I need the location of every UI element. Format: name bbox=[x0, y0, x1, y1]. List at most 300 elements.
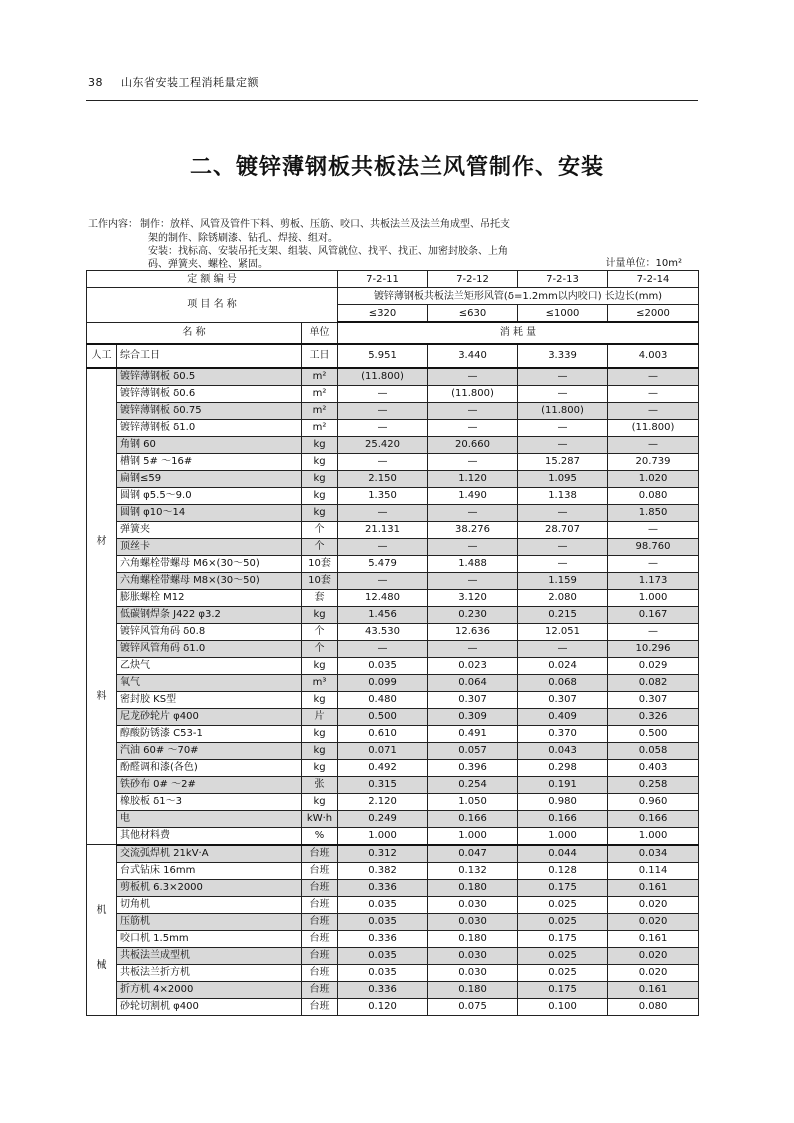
resource-unit: m² bbox=[302, 419, 338, 436]
resource-name: 镀锌薄钢板 δ0.75 bbox=[117, 402, 302, 419]
resource-row bbox=[87, 470, 699, 487]
consumption-value: 0.166 bbox=[608, 810, 699, 827]
resource-unit: 套 bbox=[302, 589, 338, 606]
resource-unit: 个 bbox=[302, 623, 338, 640]
consumption-value: 0.025 bbox=[518, 913, 608, 930]
consumption-value: 0.161 bbox=[608, 930, 699, 947]
consumption-value: 1.050 bbox=[428, 793, 518, 810]
consumption-value: 1.000 bbox=[608, 827, 699, 845]
column-header-row bbox=[87, 322, 699, 344]
consumption-value: 0.180 bbox=[428, 930, 518, 947]
section-title: 二、镀锌薄钢板共板法兰风管制作、安装 bbox=[189, 155, 604, 180]
work-content-line: 码、弹簧夹、螺栓、紧固。 bbox=[148, 259, 268, 270]
quota-code: 7-2-12 bbox=[428, 271, 518, 288]
resource-row bbox=[87, 981, 699, 998]
resource-row bbox=[87, 674, 699, 691]
consumption-value: — bbox=[338, 402, 428, 419]
consumption-value: 0.312 bbox=[338, 845, 428, 863]
consumption-value: 0.980 bbox=[518, 793, 608, 810]
resource-row bbox=[87, 947, 699, 964]
work-content-line: 制作：放样、风管及管件下料、剪板、压筋、咬口、共板法兰及法兰角成型、吊托支 bbox=[140, 219, 510, 230]
quota-code: 7-2-13 bbox=[518, 271, 608, 288]
resource-name: 剪板机 6.3×2000 bbox=[117, 879, 302, 896]
resource-unit: % bbox=[302, 827, 338, 845]
consumption-value: — bbox=[338, 504, 428, 521]
consumption-value: — bbox=[608, 555, 699, 572]
consumption-value: 21.131 bbox=[338, 521, 428, 538]
quota-code: 7-2-14 bbox=[608, 271, 699, 288]
machines-category bbox=[87, 845, 117, 1016]
resource-name: 乙炔气 bbox=[117, 657, 302, 674]
resource-row bbox=[87, 725, 699, 742]
labor-row bbox=[87, 344, 699, 368]
consumption-value: 0.326 bbox=[608, 708, 699, 725]
resource-name: 圆钢 φ5.5～9.0 bbox=[117, 487, 302, 504]
work-content-label: 工作内容： bbox=[88, 219, 138, 230]
resource-name: 氧气 bbox=[117, 674, 302, 691]
resource-name: 弹簧夹 bbox=[117, 521, 302, 538]
consumption-value: 0.100 bbox=[518, 998, 608, 1015]
resource-name: 交流弧焊机 21kV·A bbox=[117, 845, 302, 863]
materials-category-label-top: 材 bbox=[96, 535, 107, 547]
consumption-value: 0.175 bbox=[518, 930, 608, 947]
resource-name: 槽钢 5# ～16# bbox=[117, 453, 302, 470]
resource-unit: 台班 bbox=[302, 862, 338, 879]
consumption-value: — bbox=[518, 436, 608, 453]
consumption-value: 0.020 bbox=[608, 896, 699, 913]
consumption-value: — bbox=[428, 419, 518, 436]
resource-name: 扁钢≤59 bbox=[117, 470, 302, 487]
resource-row bbox=[87, 759, 699, 776]
consumption-value: 0.132 bbox=[428, 862, 518, 879]
consumption-value: 15.287 bbox=[518, 453, 608, 470]
consumption-value: 2.080 bbox=[518, 589, 608, 606]
resource-unit: 个 bbox=[302, 640, 338, 657]
labor-category: 人工 bbox=[87, 344, 117, 368]
consumption-value: 0.491 bbox=[428, 725, 518, 742]
machines-category-label-top: 机 bbox=[96, 905, 107, 917]
consumption-value: 20.660 bbox=[428, 436, 518, 453]
resource-name: 角钢 60 bbox=[117, 436, 302, 453]
resource-row bbox=[87, 589, 699, 606]
quota-code: 7-2-11 bbox=[338, 271, 428, 288]
consumption-value: 10.296 bbox=[608, 640, 699, 657]
resource-unit: kg bbox=[302, 453, 338, 470]
consumption-value: 0.336 bbox=[338, 930, 428, 947]
col-consumption-header: 消 耗 量 bbox=[338, 322, 699, 344]
consumption-value: 0.230 bbox=[428, 606, 518, 623]
consumption-value: 0.034 bbox=[608, 845, 699, 863]
resource-row bbox=[87, 896, 699, 913]
consumption-value: 0.080 bbox=[608, 487, 699, 504]
consumption-value: — bbox=[428, 453, 518, 470]
consumption-value: (11.800) bbox=[338, 368, 428, 386]
resource-name: 切角机 bbox=[117, 896, 302, 913]
consumption-value: 1.020 bbox=[608, 470, 699, 487]
resource-unit: kg bbox=[302, 691, 338, 708]
resource-unit: 台班 bbox=[302, 981, 338, 998]
consumption-value: 0.307 bbox=[518, 691, 608, 708]
resource-name: 低碳钢焊条 J422 φ3.2 bbox=[117, 606, 302, 623]
header-rule bbox=[86, 100, 698, 101]
consumption-value: 0.166 bbox=[518, 810, 608, 827]
consumption-value: 0.064 bbox=[428, 674, 518, 691]
resource-row bbox=[87, 419, 699, 436]
resource-unit: 个 bbox=[302, 538, 338, 555]
consumption-value: 0.370 bbox=[518, 725, 608, 742]
resource-row bbox=[87, 368, 699, 386]
consumption-value: 0.082 bbox=[608, 674, 699, 691]
consumption-value: 0.307 bbox=[608, 691, 699, 708]
resource-row bbox=[87, 862, 699, 879]
resource-row bbox=[87, 402, 699, 419]
resource-row bbox=[87, 504, 699, 521]
resource-row bbox=[87, 521, 699, 538]
resource-unit: m³ bbox=[302, 674, 338, 691]
spec-value: ≤630 bbox=[428, 305, 518, 323]
resource-unit: kg bbox=[302, 606, 338, 623]
resource-name: 电 bbox=[117, 810, 302, 827]
consumption-value: 1.350 bbox=[338, 487, 428, 504]
resource-name: 顶丝卡 bbox=[117, 538, 302, 555]
consumption-value: 0.075 bbox=[428, 998, 518, 1015]
resource-unit: m² bbox=[302, 368, 338, 386]
consumption-value: 0.044 bbox=[518, 845, 608, 863]
quota-code-label: 定 额 编 号 bbox=[87, 271, 338, 288]
consumption-value: 0.500 bbox=[338, 708, 428, 725]
consumption-value: 1.850 bbox=[608, 504, 699, 521]
consumption-value: — bbox=[518, 419, 608, 436]
consumption-value: 0.035 bbox=[338, 947, 428, 964]
consumption-value: 0.960 bbox=[608, 793, 699, 810]
resource-unit: 10套 bbox=[302, 572, 338, 589]
consumption-value: 0.047 bbox=[428, 845, 518, 863]
resource-name: 六角螺栓带螺母 M8×(30～50) bbox=[117, 572, 302, 589]
resource-name: 共板法兰折方机 bbox=[117, 964, 302, 981]
consumption-value: 0.020 bbox=[608, 947, 699, 964]
consumption-value: 0.030 bbox=[428, 947, 518, 964]
resource-name: 镀锌风管角码 δ1.0 bbox=[117, 640, 302, 657]
consumption-value: 3.339 bbox=[518, 344, 608, 368]
consumption-value: 5.951 bbox=[338, 344, 428, 368]
resource-name: 台式钻床 16mm bbox=[117, 862, 302, 879]
consumption-value: 0.492 bbox=[338, 759, 428, 776]
resource-name: 尼龙砂轮片 φ400 bbox=[117, 708, 302, 725]
consumption-value: — bbox=[608, 521, 699, 538]
consumption-value: — bbox=[428, 572, 518, 589]
consumption-value: 0.161 bbox=[608, 879, 699, 896]
consumption-value: 1.095 bbox=[518, 470, 608, 487]
consumption-value: 0.030 bbox=[428, 964, 518, 981]
consumption-value: 0.035 bbox=[338, 964, 428, 981]
consumption-value: 0.080 bbox=[608, 998, 699, 1015]
item-row bbox=[87, 288, 699, 305]
consumption-value: — bbox=[608, 436, 699, 453]
running-header bbox=[88, 74, 259, 90]
consumption-value: 0.307 bbox=[428, 691, 518, 708]
consumption-value: 1.000 bbox=[608, 589, 699, 606]
consumption-value: 0.020 bbox=[608, 964, 699, 981]
consumption-value: 3.440 bbox=[428, 344, 518, 368]
resource-row bbox=[87, 538, 699, 555]
resource-name: 橡胶板 δ1～3 bbox=[117, 793, 302, 810]
resource-row bbox=[87, 487, 699, 504]
resource-unit: kg bbox=[302, 793, 338, 810]
consumption-value: 0.500 bbox=[608, 725, 699, 742]
consumption-value: 1.138 bbox=[518, 487, 608, 504]
materials-category-label-bottom: 料 bbox=[96, 691, 107, 703]
work-content-line: 安装：找标高、安装吊托支架、组装、风管就位、找平、找正、加密封胶条、上角 bbox=[148, 246, 508, 257]
consumption-value: 0.025 bbox=[518, 964, 608, 981]
resource-name: 综合工日 bbox=[117, 344, 302, 368]
spec-value: ≤320 bbox=[338, 305, 428, 323]
consumption-value: 2.120 bbox=[338, 793, 428, 810]
resource-name: 咬口机 1.5mm bbox=[117, 930, 302, 947]
consumption-value: 1.159 bbox=[518, 572, 608, 589]
resource-name: 压筋机 bbox=[117, 913, 302, 930]
consumption-value: 28.707 bbox=[518, 521, 608, 538]
consumption-value: — bbox=[518, 538, 608, 555]
consumption-value: 1.000 bbox=[428, 827, 518, 845]
page-number: 38 bbox=[88, 76, 103, 89]
resource-row bbox=[87, 845, 699, 863]
resource-name: 折方机 4×2000 bbox=[117, 981, 302, 998]
consumption-value: 0.035 bbox=[338, 913, 428, 930]
materials-category bbox=[87, 368, 117, 845]
resource-unit: 台班 bbox=[302, 998, 338, 1015]
consumption-value: 0.030 bbox=[428, 913, 518, 930]
consumption-value: 0.025 bbox=[518, 947, 608, 964]
resource-name: 膨胀螺栓 M12 bbox=[117, 589, 302, 606]
resource-unit: 台班 bbox=[302, 964, 338, 981]
consumption-value: — bbox=[608, 385, 699, 402]
consumption-value: (11.800) bbox=[608, 419, 699, 436]
resource-row bbox=[87, 708, 699, 725]
resource-unit: kg bbox=[302, 657, 338, 674]
consumption-value: 0.166 bbox=[428, 810, 518, 827]
consumption-value: 12.051 bbox=[518, 623, 608, 640]
consumption-value: 38.276 bbox=[428, 521, 518, 538]
consumption-value: — bbox=[338, 385, 428, 402]
consumption-value: 0.024 bbox=[518, 657, 608, 674]
consumption-value: 0.043 bbox=[518, 742, 608, 759]
consumption-value: — bbox=[428, 402, 518, 419]
consumption-value: — bbox=[338, 538, 428, 555]
resource-row bbox=[87, 742, 699, 759]
consumption-value: 3.120 bbox=[428, 589, 518, 606]
consumption-value: 0.409 bbox=[518, 708, 608, 725]
resource-row bbox=[87, 385, 699, 402]
consumption-value: 0.315 bbox=[338, 776, 428, 793]
consumption-value: 0.029 bbox=[608, 657, 699, 674]
consumption-value: — bbox=[338, 453, 428, 470]
resource-name: 汽油 60# ～70# bbox=[117, 742, 302, 759]
consumption-value: 0.020 bbox=[608, 913, 699, 930]
consumption-value: 1.120 bbox=[428, 470, 518, 487]
consumption-value: — bbox=[518, 555, 608, 572]
resource-unit: 10套 bbox=[302, 555, 338, 572]
consumption-value: 0.030 bbox=[428, 896, 518, 913]
consumption-value: 0.025 bbox=[518, 896, 608, 913]
consumption-value: 1.456 bbox=[338, 606, 428, 623]
consumption-value: 0.114 bbox=[608, 862, 699, 879]
resource-unit: kg bbox=[302, 759, 338, 776]
consumption-value: 0.128 bbox=[518, 862, 608, 879]
resource-unit: m² bbox=[302, 385, 338, 402]
consumption-value: 4.003 bbox=[608, 344, 699, 368]
item-name-label: 项 目 名 称 bbox=[87, 288, 338, 323]
resource-row bbox=[87, 879, 699, 896]
resource-name: 镀锌风管角码 δ0.8 bbox=[117, 623, 302, 640]
consumption-value: — bbox=[338, 640, 428, 657]
quota-code-row bbox=[87, 271, 699, 288]
col-unit-header: 单位 bbox=[302, 322, 338, 344]
consumption-value: 20.739 bbox=[608, 453, 699, 470]
resource-row bbox=[87, 606, 699, 623]
resource-unit: 台班 bbox=[302, 845, 338, 863]
consumption-value: 0.254 bbox=[428, 776, 518, 793]
resource-row bbox=[87, 964, 699, 981]
resource-name: 镀锌薄钢板 δ0.6 bbox=[117, 385, 302, 402]
consumption-value: 0.298 bbox=[518, 759, 608, 776]
consumption-value: 0.023 bbox=[428, 657, 518, 674]
book-title: 山东省安装工程消耗量定额 bbox=[121, 76, 259, 89]
consumption-value: — bbox=[338, 572, 428, 589]
resource-unit: kg bbox=[302, 504, 338, 521]
consumption-value: 2.150 bbox=[338, 470, 428, 487]
resource-unit: 个 bbox=[302, 521, 338, 538]
resource-row bbox=[87, 913, 699, 930]
consumption-value: 0.309 bbox=[428, 708, 518, 725]
consumption-value: 0.035 bbox=[338, 896, 428, 913]
resource-unit: 台班 bbox=[302, 896, 338, 913]
consumption-value: 0.336 bbox=[338, 879, 428, 896]
resource-unit: m² bbox=[302, 402, 338, 419]
consumption-value: — bbox=[428, 368, 518, 386]
resource-unit: 片 bbox=[302, 708, 338, 725]
resource-row bbox=[87, 930, 699, 947]
consumption-value: 12.480 bbox=[338, 589, 428, 606]
resource-name: 其他材料费 bbox=[117, 827, 302, 845]
consumption-value: 0.068 bbox=[518, 674, 608, 691]
resource-row bbox=[87, 640, 699, 657]
consumption-value: 0.610 bbox=[338, 725, 428, 742]
col-name-header: 名 称 bbox=[87, 322, 302, 344]
resource-unit: 张 bbox=[302, 776, 338, 793]
spec-value: ≤1000 bbox=[518, 305, 608, 323]
consumption-value: 0.249 bbox=[338, 810, 428, 827]
consumption-value: 0.396 bbox=[428, 759, 518, 776]
consumption-value: 0.058 bbox=[608, 742, 699, 759]
consumption-value: 0.336 bbox=[338, 981, 428, 998]
resource-name: 酚醛调和漆(各色) bbox=[117, 759, 302, 776]
resource-name: 六角螺栓带螺母 M6×(30～50) bbox=[117, 555, 302, 572]
consumption-value: — bbox=[518, 385, 608, 402]
consumption-value: — bbox=[518, 640, 608, 657]
resource-row bbox=[87, 810, 699, 827]
resource-unit: kg bbox=[302, 742, 338, 759]
consumption-value: 0.403 bbox=[608, 759, 699, 776]
consumption-value: 0.071 bbox=[338, 742, 428, 759]
work-content-line: 架的制作、除锈刷漆、钻孔、焊接、组对。 bbox=[148, 233, 338, 244]
consumption-value: 12.636 bbox=[428, 623, 518, 640]
quota-table bbox=[86, 270, 699, 1016]
consumption-value: 25.420 bbox=[338, 436, 428, 453]
consumption-value: 1.490 bbox=[428, 487, 518, 504]
resource-unit: kg bbox=[302, 725, 338, 742]
resource-name: 砂轮切割机 φ400 bbox=[117, 998, 302, 1015]
consumption-value: 0.191 bbox=[518, 776, 608, 793]
consumption-value: 1.173 bbox=[608, 572, 699, 589]
consumption-value: — bbox=[608, 623, 699, 640]
item-description: 镀锌薄钢板共板法兰矩形风管(δ=1.2mm以内咬口) 长边长(mm) bbox=[338, 288, 699, 305]
consumption-value: 0.120 bbox=[338, 998, 428, 1015]
consumption-value: 0.258 bbox=[608, 776, 699, 793]
consumption-value: — bbox=[518, 504, 608, 521]
consumption-value: 0.175 bbox=[518, 981, 608, 998]
consumption-value: 1.000 bbox=[338, 827, 428, 845]
resource-name: 密封胶 KS型 bbox=[117, 691, 302, 708]
machines-category-label-bottom: 械 bbox=[96, 959, 107, 971]
resource-row bbox=[87, 453, 699, 470]
consumption-value: 0.175 bbox=[518, 879, 608, 896]
resource-row bbox=[87, 623, 699, 640]
consumption-value: 0.180 bbox=[428, 879, 518, 896]
consumption-value: — bbox=[428, 504, 518, 521]
resource-name: 镀锌薄钢板 δ0.5 bbox=[117, 368, 302, 386]
resource-row bbox=[87, 998, 699, 1015]
resource-name: 圆钢 φ10～14 bbox=[117, 504, 302, 521]
resource-unit: kg bbox=[302, 470, 338, 487]
consumption-value: — bbox=[428, 538, 518, 555]
consumption-value: 0.035 bbox=[338, 657, 428, 674]
consumption-value: — bbox=[518, 368, 608, 386]
resource-name: 共板法兰成型机 bbox=[117, 947, 302, 964]
consumption-value: 5.479 bbox=[338, 555, 428, 572]
resource-row bbox=[87, 793, 699, 810]
consumption-value: 0.099 bbox=[338, 674, 428, 691]
consumption-value: 0.215 bbox=[518, 606, 608, 623]
consumption-value: 0.161 bbox=[608, 981, 699, 998]
resource-name: 铁砂布 0# ～2# bbox=[117, 776, 302, 793]
resource-name: 醇酸防锈漆 C53-1 bbox=[117, 725, 302, 742]
resource-row bbox=[87, 555, 699, 572]
consumption-value: — bbox=[608, 402, 699, 419]
consumption-value: 0.167 bbox=[608, 606, 699, 623]
resource-unit: 台班 bbox=[302, 913, 338, 930]
resource-row bbox=[87, 436, 699, 453]
consumption-value: 1.000 bbox=[518, 827, 608, 845]
resource-name: 镀锌薄钢板 δ1.0 bbox=[117, 419, 302, 436]
consumption-value: 0.180 bbox=[428, 981, 518, 998]
resource-unit: 台班 bbox=[302, 947, 338, 964]
consumption-value: — bbox=[428, 640, 518, 657]
consumption-value: 0.057 bbox=[428, 742, 518, 759]
resource-unit: 台班 bbox=[302, 879, 338, 896]
measurement-unit: 计量单位：10m² bbox=[605, 258, 682, 269]
resource-unit: kg bbox=[302, 436, 338, 453]
consumption-value: 0.480 bbox=[338, 691, 428, 708]
resource-unit: kg bbox=[302, 487, 338, 504]
consumption-value: 43.530 bbox=[338, 623, 428, 640]
resource-row bbox=[87, 572, 699, 589]
resource-row bbox=[87, 776, 699, 793]
consumption-value: 1.488 bbox=[428, 555, 518, 572]
resource-unit: 工日 bbox=[302, 344, 338, 368]
resource-row bbox=[87, 691, 699, 708]
resource-unit: 台班 bbox=[302, 930, 338, 947]
consumption-value: 0.382 bbox=[338, 862, 428, 879]
